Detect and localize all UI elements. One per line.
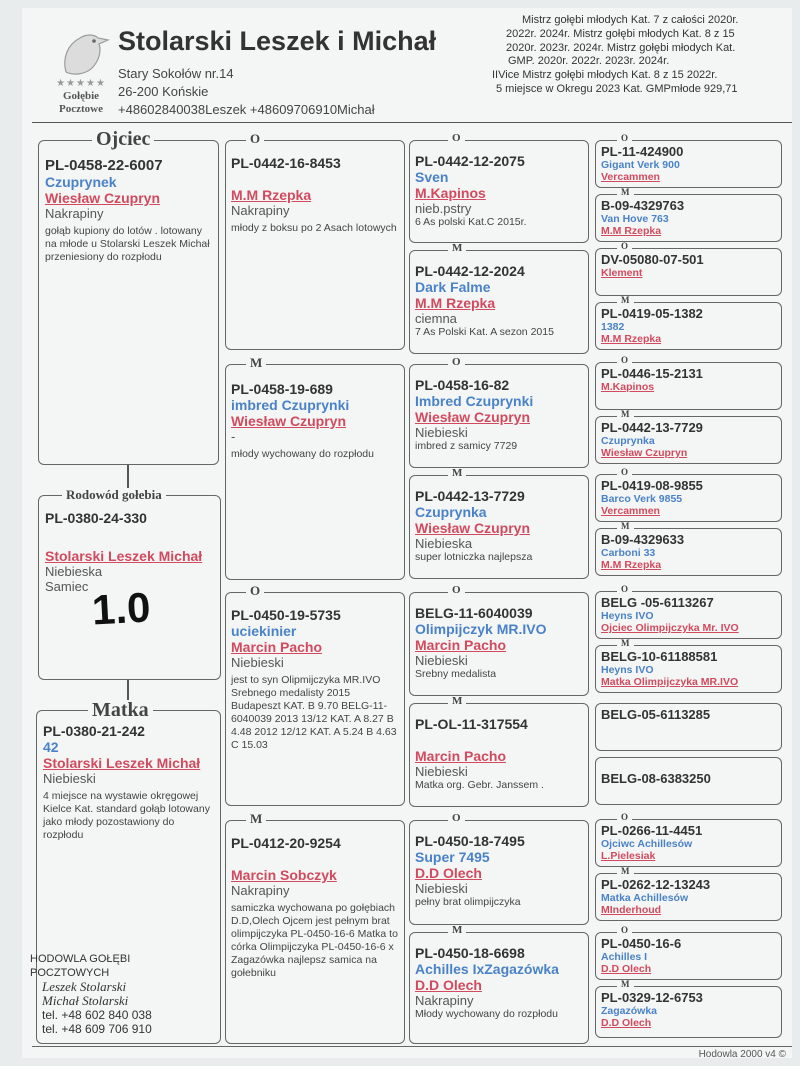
card-color: Nakrapiny xyxy=(231,883,290,898)
card-ring: DV-05080-07-501 xyxy=(601,252,704,267)
card-owner: Wiesław Czupryn xyxy=(231,413,347,429)
dam-marker: M xyxy=(617,188,634,197)
card-name: Achilles IxZagazówka xyxy=(415,961,559,977)
gen4-card xyxy=(595,302,782,350)
father-ring: PL-0458-22-6007 xyxy=(45,157,163,174)
card-name: imbred Czuprynki xyxy=(231,397,350,413)
card-ring: PL-OL-11-317554 xyxy=(415,716,528,732)
card-name: uciekinier xyxy=(231,623,297,639)
great-grandparent-card xyxy=(409,364,589,468)
sire-marker: O xyxy=(617,468,632,477)
card-ring: PL-0450-18-7495 xyxy=(415,833,525,849)
grandsire-paternal-card xyxy=(225,140,405,350)
card-color: Niebieski xyxy=(415,425,468,440)
sire-marker: O xyxy=(617,926,632,935)
card-color: - xyxy=(231,429,236,444)
sire-marker: O xyxy=(617,134,632,143)
card-name: Gigant Verk 900 xyxy=(601,159,680,171)
card-name: Heyns IVO xyxy=(601,610,654,622)
dam-marker: M xyxy=(448,925,466,936)
card-ring: PL-0442-13-7729 xyxy=(601,420,703,435)
card-owner: M.Kapinos xyxy=(601,381,655,393)
dam-marker: M xyxy=(617,639,634,648)
card-name: Barco Verk 9855 xyxy=(601,493,683,505)
card-name: Dark Falme xyxy=(415,279,491,295)
card-ring: BELG-08-6383250 xyxy=(601,771,711,786)
card-ring: PL-0419-08-9855 xyxy=(601,478,703,493)
card-ring: PL-11-424900 xyxy=(601,144,684,159)
gen4-card xyxy=(595,194,782,242)
card-name: 1382 xyxy=(601,321,625,333)
dam-marker: M xyxy=(617,296,634,305)
card-owner: Vercammen xyxy=(601,505,660,517)
subject-sex: Samiec xyxy=(45,579,89,594)
card-owner: M.M Rzepka xyxy=(601,559,662,571)
card-name: Heyns IVO xyxy=(601,664,654,676)
card-note: 6 As polski Kat.C 2015r. xyxy=(415,216,527,228)
card-owner: M.M Rzepka xyxy=(601,225,662,237)
achievement: GMP. 2020r. 2022r. 2023r. 2024r. xyxy=(508,55,670,68)
card-ring: PL-0442-16-8453 xyxy=(231,155,341,171)
card-name: Imbred Czuprynki xyxy=(415,393,534,409)
card-note: samiczka wychowana po gołębiach D.D,Olech Ojcem jest pełnym brat olimpijczyka PL-0450-16-6 Matka to córka Olimpijczyka PL-0450-16-6 x Zagazówka najlepsz samica na gołebniku xyxy=(231,902,398,979)
gen4-card xyxy=(595,140,782,188)
great-grandparent-card xyxy=(409,250,589,354)
card-ring: PL-0329-12-6753 xyxy=(601,990,703,1005)
gen4-card xyxy=(595,986,782,1038)
card-ring: PL-0442-12-2075 xyxy=(415,153,525,169)
card-name: Sven xyxy=(415,169,449,185)
card-color: Niebieska xyxy=(415,536,473,551)
achievement: 2020r. 2023r. 2024r. Mistrz gołębi młodych Kat. xyxy=(506,41,736,54)
card-note: imbred z samicy 7729 xyxy=(415,440,518,452)
dam-marker: M xyxy=(246,812,266,825)
logo-stars: ★★★★★ xyxy=(56,78,106,89)
great-grandparent-card xyxy=(409,703,589,807)
header xyxy=(22,8,792,120)
gen4-card xyxy=(595,416,782,464)
gen4-card xyxy=(595,819,782,867)
card-owner: Vercammen xyxy=(601,171,660,183)
stamp-line: HODOWLA GOŁĘBI POCZTOWYCH xyxy=(30,953,131,979)
father-color: Nakrapiny xyxy=(45,206,104,221)
card-owner: Klement xyxy=(601,267,643,279)
mother-color: Niebieski xyxy=(43,771,96,786)
great-grandparent-card xyxy=(409,475,589,579)
achievements xyxy=(492,14,792,97)
card-ring: PL-0442-12-2024 xyxy=(415,263,525,279)
gen4-card xyxy=(595,528,782,576)
card-name: Achilles I xyxy=(601,951,648,963)
achievement: 2022r. 2024r. Mistrz gołębi młodych Kat. 8 z 15 xyxy=(506,27,735,40)
father-note: gołąb kupiony do lotów . lotowany na młode u Stolarski Leszek Michał przeniesiony do rozpłodu xyxy=(45,225,210,263)
gen4-card xyxy=(595,873,782,921)
dam-marker: M xyxy=(246,356,266,369)
card-ring: BELG-11-6040039 xyxy=(415,605,533,621)
pigeon-logo-icon xyxy=(52,28,110,76)
card-name: Van Hove 763 xyxy=(601,213,669,225)
dam-marker: M xyxy=(448,243,466,254)
achievement: Mistrz gołębi młodych Kat. 7 z całości 2020r. xyxy=(522,14,739,26)
card-color: Nakrapiny xyxy=(415,993,474,1008)
logo xyxy=(46,28,116,118)
sire-marker: O xyxy=(448,357,465,368)
gen4-card xyxy=(595,362,782,410)
card-ring: BELG -05-6113267 xyxy=(601,595,714,610)
pedigree-label: Rodowód gołebia xyxy=(62,488,166,501)
father-label: Ojciec xyxy=(92,129,154,149)
gen4-card xyxy=(595,248,782,296)
dam-marker: M xyxy=(448,696,466,707)
address-line-1: Stary Sokołów nr.14 xyxy=(118,66,234,81)
footer-divider xyxy=(32,1046,792,1047)
card-color: nieb.pstry xyxy=(415,201,472,216)
card-note: Młody wychowany do rozpłodu xyxy=(415,1008,558,1020)
subject-color: Niebieska xyxy=(45,564,103,579)
card-owner: Wiesław Czupryn xyxy=(601,447,688,459)
achievement: IIVice Mistrz gołębi młodych Kat. 8 z 15 2022r. xyxy=(492,69,718,82)
card-color: ciemna xyxy=(415,311,457,326)
grandsire-maternal-card xyxy=(225,592,405,806)
stamp-line: tel. +48 602 840 038 xyxy=(42,1008,152,1022)
granddam-maternal-card xyxy=(225,820,405,1044)
card-owner: D.D Olech xyxy=(415,865,482,881)
phone-numbers: +48602840038Leszek +48609706910Michał xyxy=(118,102,375,117)
dam-marker: M xyxy=(617,867,634,876)
breeder-stamp xyxy=(30,952,210,1036)
card-owner: D.D Olech xyxy=(601,1017,652,1029)
card-ring: PL-0419-05-1382 xyxy=(601,306,703,321)
footer-credit: Hodowla 2000 v4 © xyxy=(698,1049,786,1060)
gen4-card xyxy=(595,703,782,751)
card-owner: Ojciec Olimpijczyka Mr. IVO xyxy=(601,622,739,634)
card-ring: BELG-10-61188581 xyxy=(601,649,718,664)
mother-note: 4 miejsce na wystawie okręgowej Kielce Kat. standard gołąb lotowany jako młody pozostawiony do rozpłodu xyxy=(43,790,210,841)
sire-marker: O xyxy=(617,585,632,594)
stamp-line: Leszek Stolarski xyxy=(42,979,127,994)
sire-marker: O xyxy=(448,133,465,144)
great-grandparent-card xyxy=(409,820,589,925)
card-color: Niebieski xyxy=(231,655,284,670)
card-color: Niebieski xyxy=(415,881,468,896)
stamp-line: tel. +48 609 706 910 xyxy=(42,1022,152,1036)
dam-marker: M xyxy=(448,468,466,479)
address-line-2: 26-200 Końskie xyxy=(118,84,209,99)
dam-marker: M xyxy=(617,980,634,989)
card-note: Matka org. Gebr. Janssem . xyxy=(415,779,544,791)
stamp-line: Michał Stolarski xyxy=(42,993,129,1008)
sire-marker: O xyxy=(617,242,632,251)
great-grandparent-card xyxy=(409,592,589,696)
card-color: Nakrapiny xyxy=(231,203,290,218)
card-owner: M.M Rzepka xyxy=(601,333,662,345)
gen4-card xyxy=(595,645,782,693)
card-owner: Marcin Sobczyk xyxy=(231,867,337,883)
handwritten-score: 1.0 xyxy=(90,583,152,634)
card-owner: Marcin Pacho xyxy=(415,637,507,653)
sire-marker: O xyxy=(617,356,632,365)
breeder-title: Stolarski Leszek i Michał xyxy=(118,26,437,56)
sire-marker: O xyxy=(246,132,264,145)
card-owner: Matka Olimpijczyka MR.IVO xyxy=(601,676,739,688)
sire-marker: O xyxy=(246,584,264,597)
subject-ring: PL-0380-24-330 xyxy=(45,510,147,526)
card-ring: PL-0266-11-4451 xyxy=(601,823,703,838)
achievement: 5 miejsce w Okregu 2023 Kat. GMPmłode 929,71 xyxy=(496,82,738,95)
granddam-paternal-card xyxy=(225,364,405,580)
card-note: Srebny medalista xyxy=(415,668,497,680)
dam-marker: M xyxy=(617,522,634,531)
card-note: super lotniczka najlepsza xyxy=(415,551,533,563)
card-ring: B-09-4329633 xyxy=(601,532,685,547)
card-owner: D.D Olech xyxy=(601,963,652,975)
card-name: Olimpijczyk MR.IVO xyxy=(415,621,547,637)
great-grandparent-card xyxy=(409,932,589,1044)
card-ring: PL-0458-19-689 xyxy=(231,381,333,397)
sire-marker: O xyxy=(448,585,465,596)
card-owner: Wiesław Czupryn xyxy=(415,520,531,536)
great-grandparent-card xyxy=(409,140,589,243)
card-owner: M.M Rzepka xyxy=(415,295,496,311)
card-ring: PL-0450-19-5735 xyxy=(231,607,341,623)
card-ring: PL-0262-12-13243 xyxy=(601,877,711,892)
card-note: młody z boksu po 2 Asach lotowych xyxy=(231,222,397,234)
sire-marker: O xyxy=(448,813,465,824)
card-ring: PL-0412-20-9254 xyxy=(231,835,341,851)
father-owner: Wiesław Czupryn xyxy=(45,190,161,206)
card-owner: M.Kapinos xyxy=(415,185,486,201)
card-note: młody wychowany do rozpłodu xyxy=(231,448,374,460)
card-note: pełny brat olimpijczyka xyxy=(415,896,521,908)
gen4-card xyxy=(595,591,782,639)
card-name: Ojciwc Achillesów xyxy=(601,838,693,850)
card-name: Super 7495 xyxy=(415,849,490,865)
father-card xyxy=(38,140,219,465)
card-ring: PL-0450-18-6698 xyxy=(415,945,525,961)
gen4-card xyxy=(595,474,782,522)
mother-owner: Stolarski Leszek Michał xyxy=(43,755,201,771)
gen4-card xyxy=(595,932,782,980)
card-ring: PL-0446-15-2131 xyxy=(601,366,703,381)
card-owner: Wiesław Czupryn xyxy=(415,409,531,425)
card-owner: Marcin Pacho xyxy=(415,748,507,764)
pedigree-sheet xyxy=(22,8,792,1058)
logo-text-bottom: Pocztowe xyxy=(59,103,103,115)
header-divider xyxy=(32,122,792,123)
card-owner: Marcin Pacho xyxy=(231,639,323,655)
card-note: 7 As Polski Kat. A sezon 2015 xyxy=(415,326,554,338)
dam-marker: M xyxy=(617,410,634,419)
card-ring: PL-0458-16-82 xyxy=(415,377,510,393)
card-owner: D.D Olech xyxy=(415,977,482,993)
card-owner: M.M Rzepka xyxy=(231,187,312,203)
sire-marker: O xyxy=(617,813,632,822)
card-name: Czuprynka xyxy=(601,435,655,447)
mother-ring: PL-0380-21-242 xyxy=(43,723,145,739)
card-ring: B-09-4329763 xyxy=(601,198,685,213)
card-owner: MInderhoud xyxy=(601,904,662,916)
father-name: Czuprynek xyxy=(45,174,117,190)
subject-owner: Stolarski Leszek Michał xyxy=(45,548,203,564)
card-name: Matka Achillesów xyxy=(601,892,689,904)
card-ring: PL-0442-13-7729 xyxy=(415,488,525,504)
card-note: jest to syn Olipmijczyka MR.IVO Srebnego medalisty 2015 Budapeszt KAT. B 9.70 BELG-11-6040039 2013 13/12 KAT. A 8.27 B 4.48 2012 12/12 KAT. A 5.24 B 4.63 C 15.03 xyxy=(231,674,397,751)
card-ring: PL-0450-16-6 xyxy=(601,936,682,951)
card-ring: BELG-05-6113285 xyxy=(601,707,711,722)
card-owner: L.Pielesiak xyxy=(601,850,656,862)
mother-name: 42 xyxy=(43,739,59,755)
card-name: Czuprynka xyxy=(415,504,487,520)
card-name: Carboni 33 xyxy=(601,547,656,559)
logo-text-top: Gołębie xyxy=(62,90,100,102)
gen4-card xyxy=(595,757,782,805)
card-color: Niebieski xyxy=(415,764,468,779)
mother-label: Matka xyxy=(88,700,153,720)
card-name: Zagazówka xyxy=(601,1005,658,1017)
card-color: Niebieski xyxy=(415,653,468,668)
